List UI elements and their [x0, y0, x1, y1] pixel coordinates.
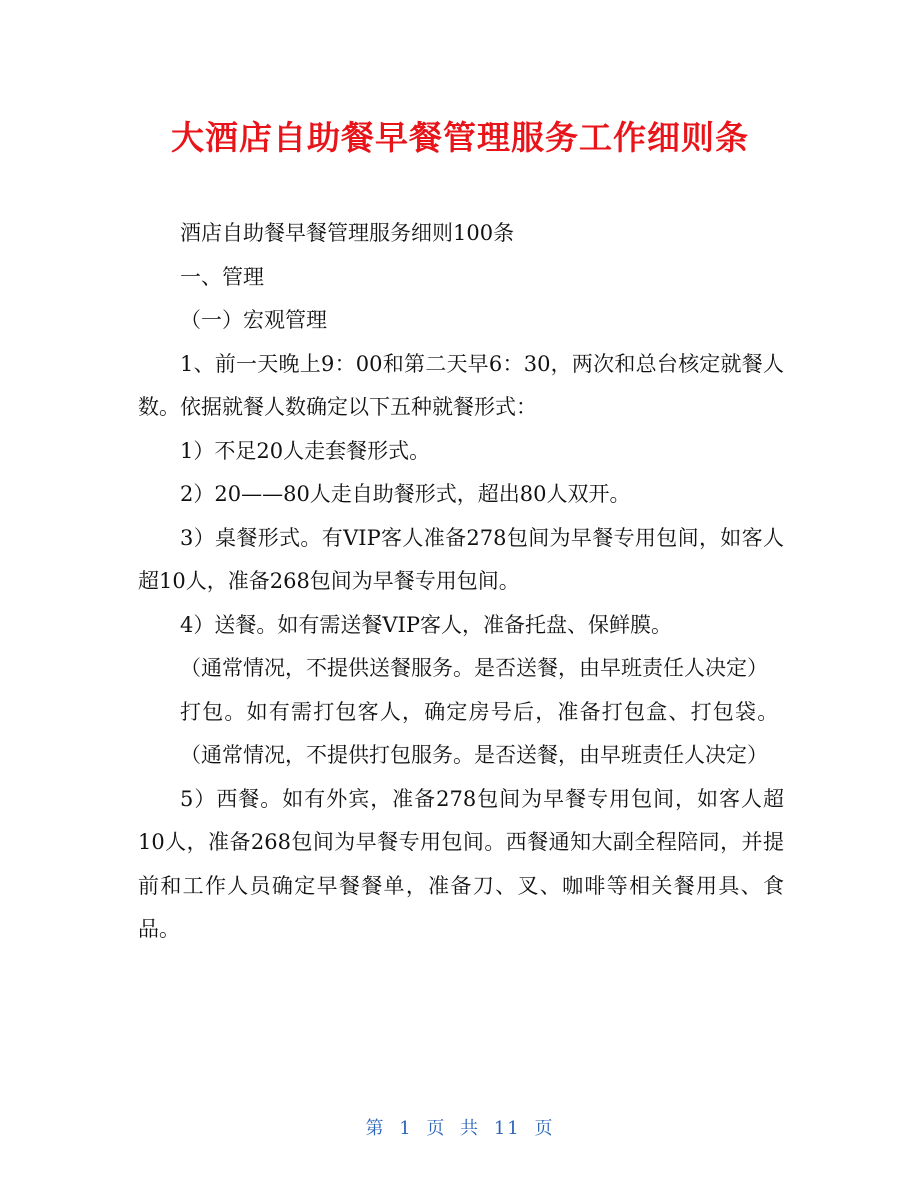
paragraph-item-1-2: 2）20——80人走自助餐形式，超出80人双开。	[180, 482, 631, 506]
document-body	[138, 212, 784, 952]
page-footer: 第 1 页 共 11 页	[365, 1118, 555, 1139]
paragraph-item-1-5: 5）西餐。如有外宾，准备278包间为早餐专用包间，如客人超10人，准备268包间为早餐专用包间。西餐通知大副全程陪同，并提前和工作人员确定早餐餐单，准备刀、叉、咖啡等相关餐用具、食品。	[138, 786, 784, 941]
paragraph-item-1-4: 4）送餐。如有需送餐VIP客人，准备托盘、保鲜膜。	[180, 612, 672, 637]
paragraph-intro: 酒店自助餐早餐管理服务细则100条	[180, 221, 515, 245]
paragraph-section-heading: 一、管理	[180, 264, 264, 289]
paragraph-item-1-1: 1）不足20人走套餐形式。	[180, 438, 431, 463]
paragraph-takeaway: 打包。如有需打包客人，确定房号后，准备打包盒、打包袋。	[180, 699, 780, 724]
paragraph-subsection-heading: （一）宏观管理	[180, 308, 327, 332]
paragraph-note-delivery: （通常情况，不提供送餐服务。是否送餐，由早班责任人决定）	[180, 656, 768, 680]
paragraph-item-1: 1、前一天晚上9：00和第二天早6：30，两次和总台核定就餐人数。依据就餐人数确定以下五种就餐形式：	[138, 351, 784, 419]
paragraph-note-takeaway: （通常情况，不提供打包服务。是否送餐，由早班责任人决定）	[180, 743, 768, 767]
paragraph-item-1-3: 3）桌餐形式。有VIP客人准备278包间为早餐专用包间，如客人超10人，准备268包间为早餐专用包间。	[138, 525, 784, 593]
document-title: 大酒店自助餐早餐管理服务工作细则条	[171, 118, 749, 157]
